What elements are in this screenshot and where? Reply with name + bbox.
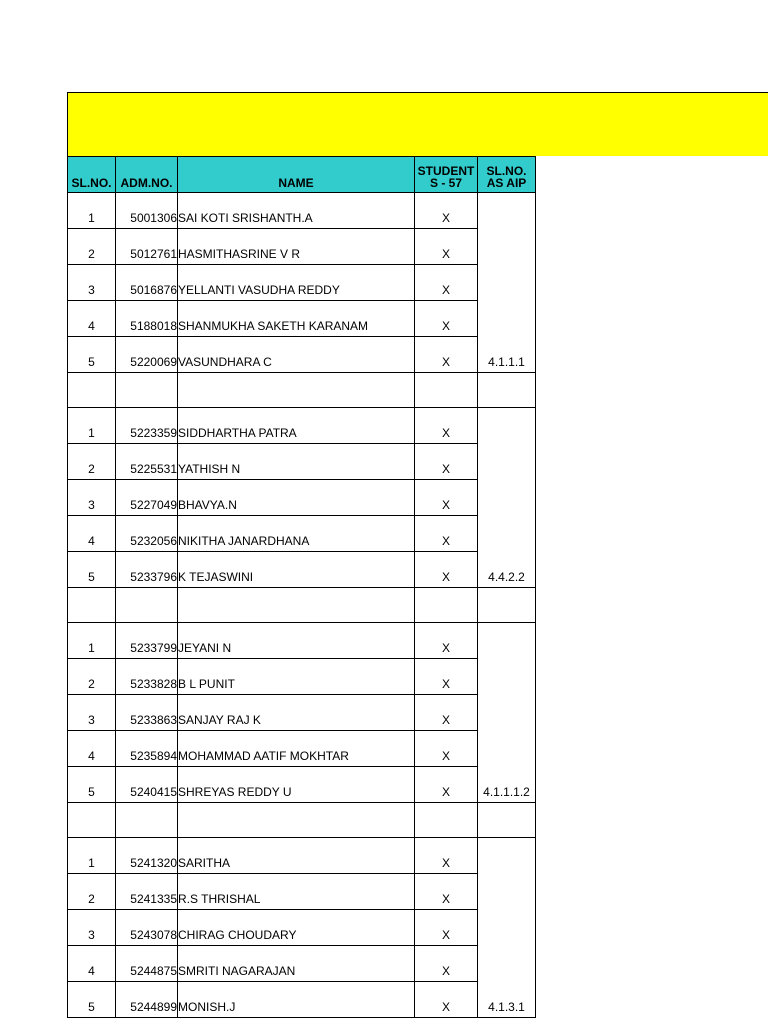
cell-adm-no[interactable]: 5235894 xyxy=(116,731,178,767)
student-header-line1: STUDENT xyxy=(417,164,475,178)
cell-adm-no[interactable]: 5244875 xyxy=(116,946,178,982)
cell-student-mark[interactable]: X xyxy=(415,838,478,874)
empty-cell[interactable] xyxy=(68,588,116,623)
table-row xyxy=(68,552,536,588)
table-row xyxy=(68,946,536,982)
cell-sl-no[interactable]: 1 xyxy=(68,838,116,874)
cell-adm-no[interactable]: 5232056 xyxy=(116,516,178,552)
cell-name[interactable]: NIKITHA JANARDHANA xyxy=(178,516,415,552)
cell-sl-no[interactable]: 4 xyxy=(68,516,116,552)
empty-cell[interactable] xyxy=(68,803,116,838)
cell-sl-no[interactable]: 2 xyxy=(68,229,116,265)
cell-student-mark[interactable]: X xyxy=(415,444,478,480)
cell-name[interactable]: SHREYAS REDDY U xyxy=(178,767,415,803)
table-row xyxy=(68,516,536,552)
empty-cell[interactable] xyxy=(415,588,478,623)
cell-sl-no[interactable]: 3 xyxy=(68,695,116,731)
table-row xyxy=(68,910,536,946)
cell-adm-no[interactable]: 5016876 xyxy=(116,265,178,301)
table-row xyxy=(68,767,536,803)
title-band-top xyxy=(67,92,768,126)
table-body xyxy=(68,193,536,1018)
col-header-name[interactable]: NAME xyxy=(178,157,415,193)
cell-sl-no[interactable]: 1 xyxy=(68,193,116,229)
cell-adm-no[interactable]: 5244899 xyxy=(116,982,178,1018)
cell-adm-no[interactable]: 5233796 xyxy=(116,552,178,588)
cell-adm-no[interactable]: 5012761 xyxy=(116,229,178,265)
empty-cell[interactable] xyxy=(178,588,415,623)
col-header-aip[interactable] xyxy=(478,157,536,193)
table-row xyxy=(68,444,536,480)
cell-name[interactable]: HASMITHASRINE V R xyxy=(178,229,415,265)
cell-adm-no[interactable]: 5233799 xyxy=(116,623,178,659)
cell-adm-no[interactable]: 5240415 xyxy=(116,767,178,803)
table-row xyxy=(68,480,536,516)
empty-cell[interactable] xyxy=(116,373,178,408)
table-row xyxy=(68,838,536,874)
cell-student-mark[interactable]: X xyxy=(415,874,478,910)
cell-name[interactable]: SANJAY RAJ K xyxy=(178,695,415,731)
student-header-line2: S - 57 xyxy=(429,176,462,190)
cell-sl-no[interactable]: 2 xyxy=(68,874,116,910)
cell-name[interactable]: VASUNDHARA C xyxy=(178,337,415,373)
table-row xyxy=(68,408,536,444)
cell-adm-no[interactable]: 5227049 xyxy=(116,480,178,516)
cell-student-mark[interactable]: X xyxy=(415,337,478,373)
cell-name[interactable]: CHIRAG CHOUDARY xyxy=(178,910,415,946)
cell-sl-no[interactable]: 5 xyxy=(68,552,116,588)
cell-sl-no[interactable]: 2 xyxy=(68,444,116,480)
cell-adm-no[interactable]: 5001306 xyxy=(116,193,178,229)
aip-header-line1: SL.NO. xyxy=(486,164,527,178)
col-header-student[interactable] xyxy=(415,157,478,193)
cell-adm-no[interactable]: 5220069 xyxy=(116,337,178,373)
empty-cell[interactable] xyxy=(116,803,178,838)
table-row xyxy=(68,659,536,695)
table-row xyxy=(68,695,536,731)
cell-student-mark[interactable]: X xyxy=(415,193,478,229)
cell-sl-no[interactable]: 1 xyxy=(68,623,116,659)
cell-aip-number[interactable]: 4.1.3.1 xyxy=(478,838,536,1018)
table-row xyxy=(68,301,536,337)
cell-student-mark[interactable]: X xyxy=(415,946,478,982)
cell-adm-no[interactable]: 5243078 xyxy=(116,910,178,946)
cell-sl-no[interactable]: 1 xyxy=(68,408,116,444)
table-row xyxy=(68,874,536,910)
cell-student-mark[interactable]: X xyxy=(415,982,478,1018)
empty-cell[interactable] xyxy=(116,588,178,623)
cell-name[interactable]: YELLANTI VASUDHA REDDY xyxy=(178,265,415,301)
cell-student-mark[interactable]: X xyxy=(415,408,478,444)
cell-student-mark[interactable]: X xyxy=(415,695,478,731)
blank-row xyxy=(68,588,536,623)
cell-sl-no[interactable]: 3 xyxy=(68,265,116,301)
cell-student-mark[interactable]: X xyxy=(415,659,478,695)
cell-sl-no[interactable]: 3 xyxy=(68,910,116,946)
cell-adm-no[interactable]: 5188018 xyxy=(116,301,178,337)
cell-sl-no[interactable]: 4 xyxy=(68,731,116,767)
student-table xyxy=(67,156,536,1018)
cell-adm-no[interactable]: 5241335 xyxy=(116,874,178,910)
cell-name[interactable]: SARITHA xyxy=(178,838,415,874)
cell-adm-no[interactable]: 5233863 xyxy=(116,695,178,731)
cell-name[interactable]: B L PUNIT xyxy=(178,659,415,695)
col-header-sl-no[interactable]: SL.NO. xyxy=(68,157,116,193)
empty-cell[interactable] xyxy=(415,373,478,408)
cell-student-mark[interactable]: X xyxy=(415,731,478,767)
empty-cell[interactable] xyxy=(178,803,415,838)
cell-student-mark[interactable]: X xyxy=(415,910,478,946)
cell-aip-number[interactable]: 4.1.1.1.2 xyxy=(478,623,536,803)
cell-sl-no[interactable]: 5 xyxy=(68,767,116,803)
cell-sl-no[interactable]: 4 xyxy=(68,301,116,337)
table-row xyxy=(68,229,536,265)
cell-name[interactable]: JEYANI N xyxy=(178,623,415,659)
cell-name[interactable]: SMRITI NAGARAJAN xyxy=(178,946,415,982)
table-row xyxy=(68,265,536,301)
table-row xyxy=(68,337,536,373)
cell-name[interactable]: SAI KOTI SRISHANTH.A xyxy=(178,193,415,229)
cell-student-mark[interactable]: X xyxy=(415,480,478,516)
cell-name[interactable]: R.S THRISHAL xyxy=(178,874,415,910)
col-header-adm-no[interactable]: ADM.NO. xyxy=(116,157,178,193)
cell-adm-no[interactable]: 5223359 xyxy=(116,408,178,444)
cell-student-mark[interactable]: X xyxy=(415,301,478,337)
cell-adm-no[interactable]: 5233828 xyxy=(116,659,178,695)
aip-header-line2: AS AIP xyxy=(486,176,527,190)
cell-sl-no[interactable]: 5 xyxy=(68,982,116,1018)
cell-name[interactable]: YATHISH N xyxy=(178,444,415,480)
cell-name[interactable]: MONISH.J xyxy=(178,982,415,1018)
cell-name[interactable]: BHAVYA.N xyxy=(178,480,415,516)
cell-aip-number[interactable]: 4.4.2.2 xyxy=(478,408,536,588)
cell-student-mark[interactable]: X xyxy=(415,265,478,301)
cell-student-mark[interactable]: X xyxy=(415,552,478,588)
cell-name[interactable]: K TEJASWINI xyxy=(178,552,415,588)
empty-cell[interactable] xyxy=(415,803,478,838)
header-row xyxy=(68,157,536,193)
cell-adm-no[interactable]: 5225531 xyxy=(116,444,178,480)
cell-name[interactable]: SHANMUKHA SAKETH KARANAM xyxy=(178,301,415,337)
cell-sl-no[interactable]: 4 xyxy=(68,946,116,982)
empty-cell[interactable] xyxy=(478,588,536,623)
cell-name[interactable]: MOHAMMAD AATIF MOKHTAR xyxy=(178,731,415,767)
table-row xyxy=(68,193,536,229)
empty-cell[interactable] xyxy=(478,373,536,408)
table-row xyxy=(68,982,536,1018)
table-row xyxy=(68,731,536,767)
empty-cell[interactable] xyxy=(478,803,536,838)
title-band-bottom xyxy=(67,125,768,156)
cell-student-mark[interactable]: X xyxy=(415,516,478,552)
cell-sl-no[interactable]: 3 xyxy=(68,480,116,516)
cell-aip-number[interactable]: 4.1.1.1 xyxy=(478,193,536,373)
cell-sl-no[interactable]: 5 xyxy=(68,337,116,373)
table-row xyxy=(68,623,536,659)
cell-student-mark[interactable]: X xyxy=(415,229,478,265)
empty-cell[interactable] xyxy=(68,373,116,408)
cell-name[interactable]: SIDDHARTHA PATRA xyxy=(178,408,415,444)
cell-student-mark[interactable]: X xyxy=(415,623,478,659)
cell-student-mark[interactable]: X xyxy=(415,767,478,803)
cell-sl-no[interactable]: 2 xyxy=(68,659,116,695)
cell-adm-no[interactable]: 5241320 xyxy=(116,838,178,874)
blank-row xyxy=(68,373,536,408)
blank-row xyxy=(68,803,536,838)
empty-cell[interactable] xyxy=(178,373,415,408)
